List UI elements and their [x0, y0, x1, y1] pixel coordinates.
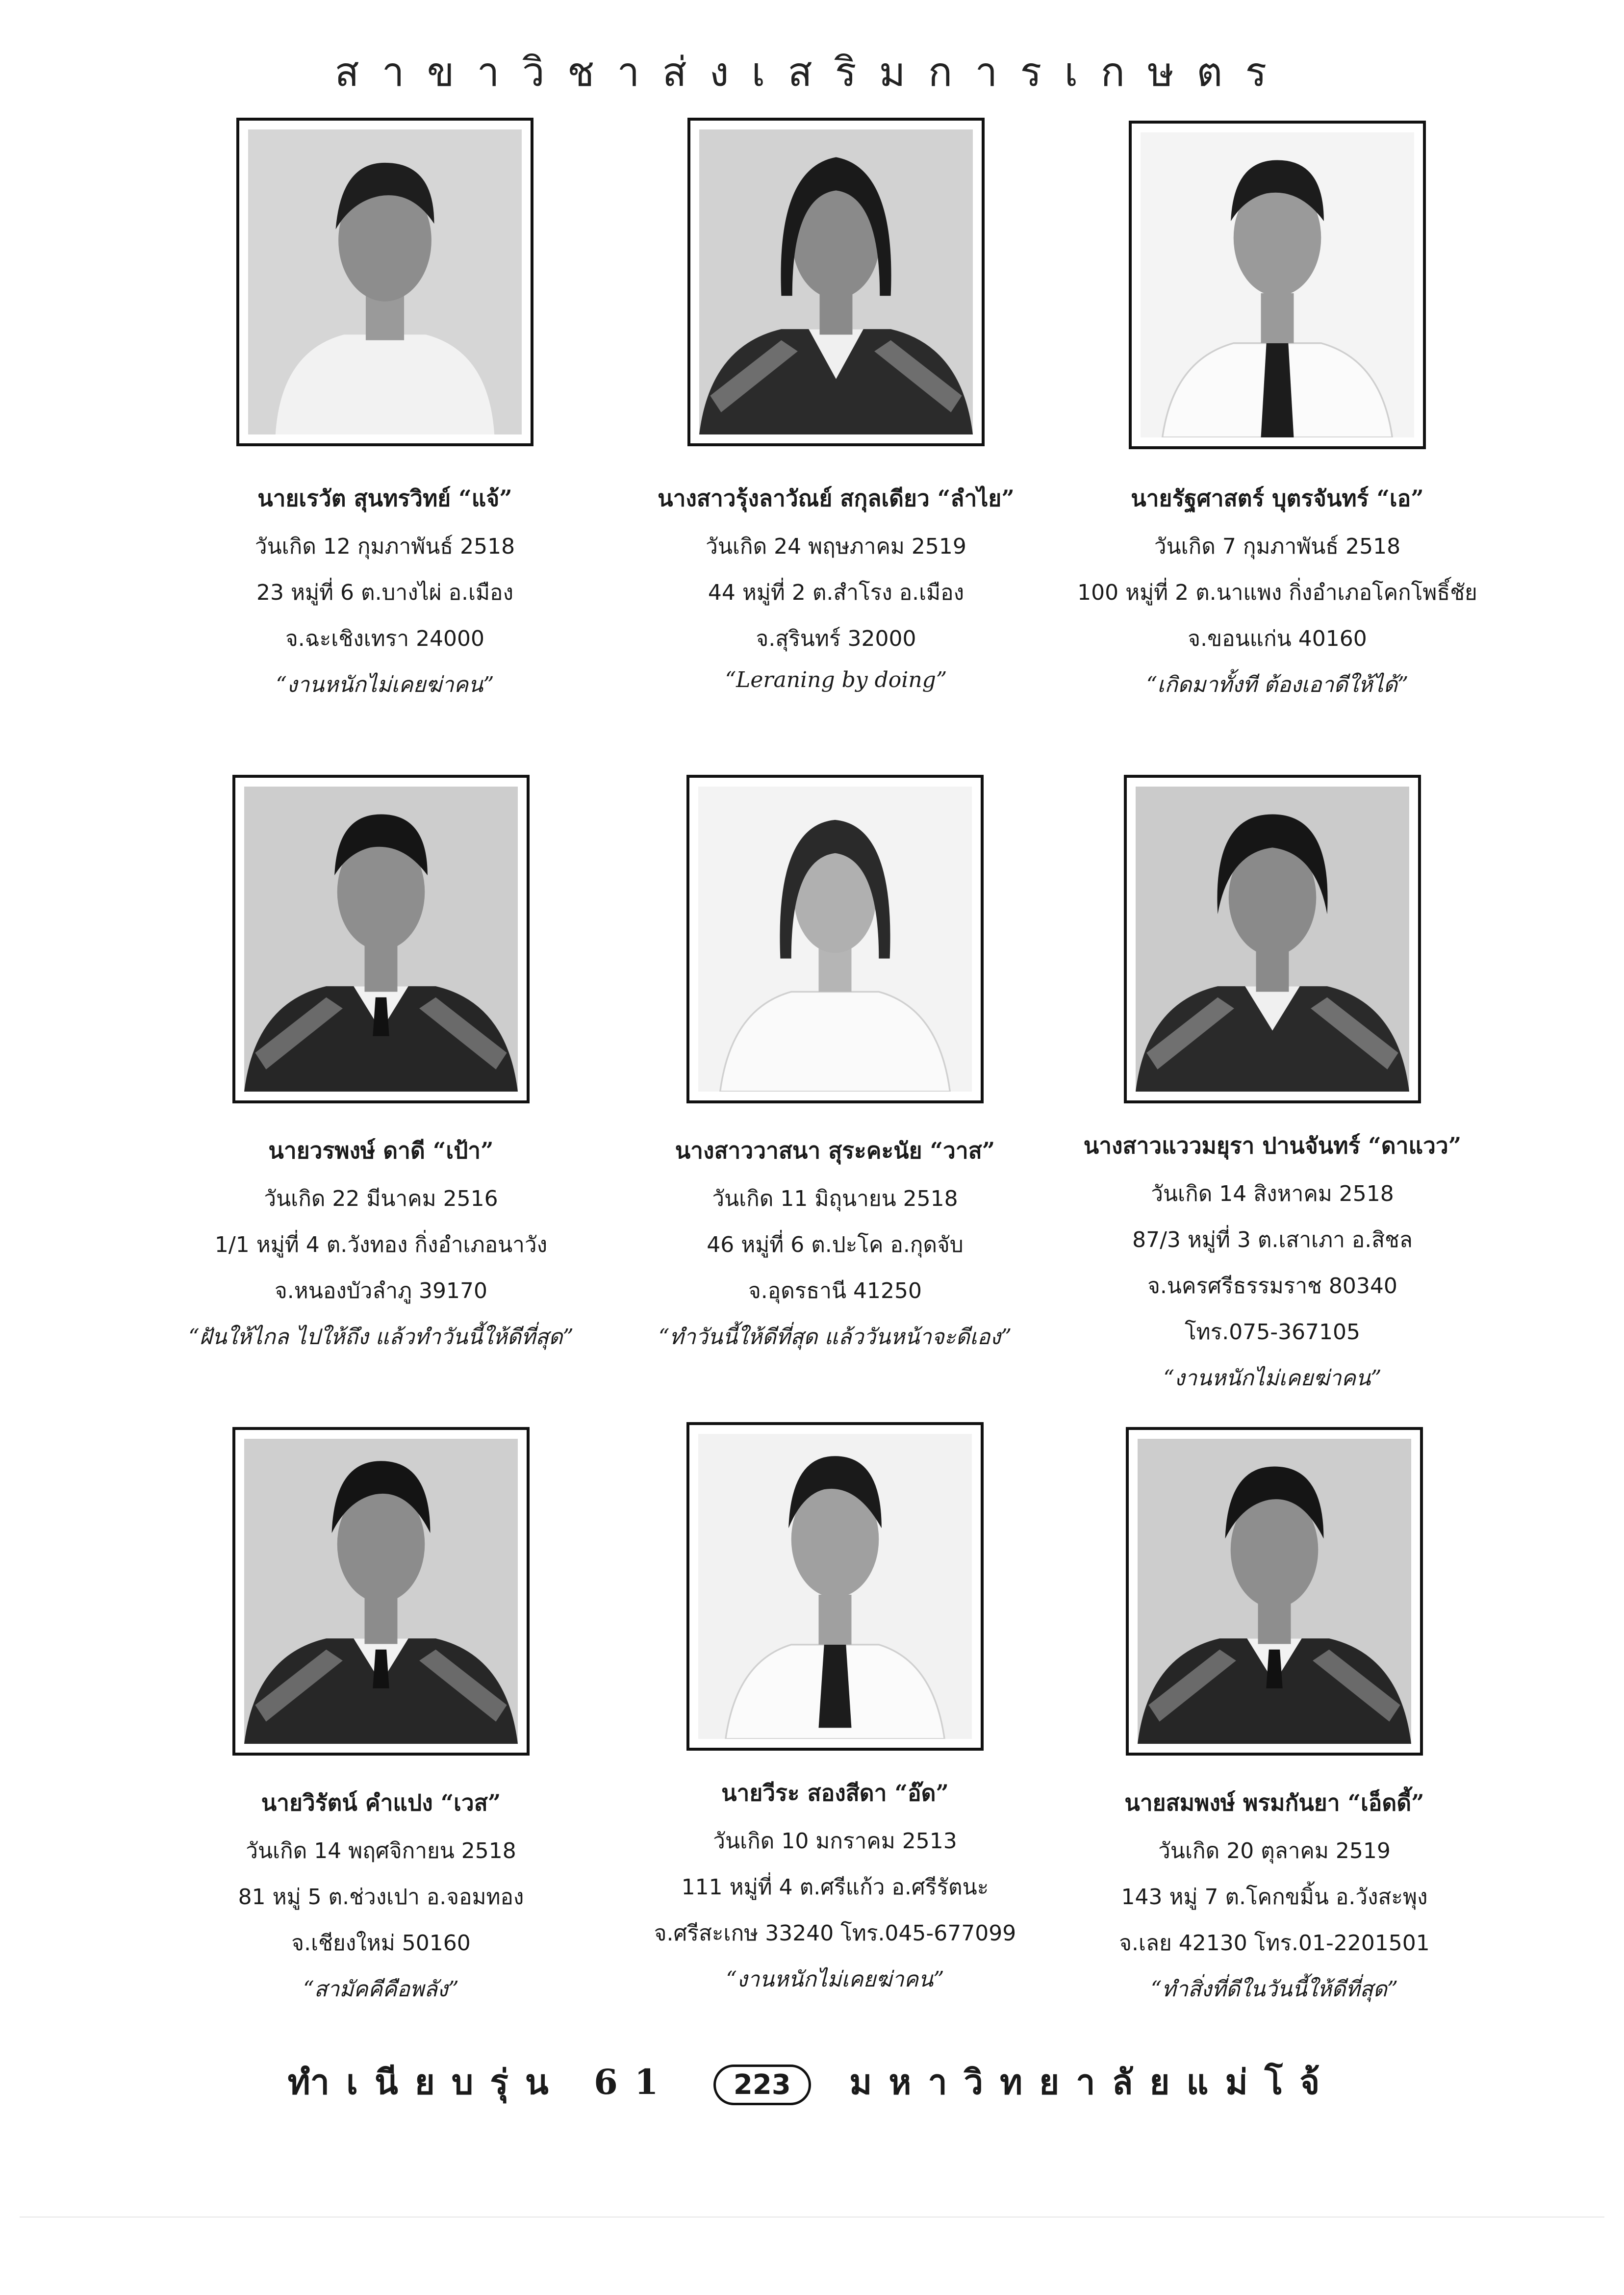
graduate-info	[134, 1133, 628, 1354]
address-line: 1/1 หมู่ที่ 4 ต.วังทอง กิ่งอำเภอนาวัง	[214, 1232, 548, 1257]
graduate-name: นายวิรัตน์ คำแปง “เวส”	[261, 1789, 501, 1816]
portrait-photo	[686, 1422, 984, 1751]
motto: “งานหนักไม่เคยฆ่าคน”	[1163, 1366, 1382, 1391]
phone-line: โทร.075-367105	[1184, 1320, 1361, 1345]
birth-date: วันเกิด 7 กุมภาพันธ์ 2518	[1154, 534, 1401, 559]
portrait-photo	[1129, 121, 1426, 449]
birth-date: วันเกิด 24 พฤษภาคม 2519	[706, 534, 966, 559]
portrait-photo	[686, 775, 984, 1103]
birth-date: วันเกิด 11 มิถุนายน 2518	[712, 1186, 958, 1211]
graduate-name: นายวีระ สองสีดา “อ๊ด”	[721, 1780, 949, 1806]
graduate-info	[588, 1775, 1082, 1996]
man-tie-icon	[698, 1434, 972, 1739]
motto: “ฝันให้ไกล ไปให้ถึง แล้วทำวันนี้ให้ดีที่สุด”	[188, 1325, 574, 1350]
address-line: 23 หมู่ที่ 6 ต.บางไผ่ อ.เมือง	[256, 580, 513, 605]
page-title: สาขาวิชาส่งเสริมการเกษตร	[334, 49, 1290, 96]
man-gown-icon	[244, 1439, 518, 1744]
province-line: จ.อุดรธานี 41250	[748, 1278, 922, 1303]
portrait-photo	[687, 118, 985, 446]
graduate-info	[1026, 1128, 1519, 1395]
graduate-info	[1028, 1785, 1521, 2006]
province-line: จ.เลย 42130 โทร.01-2201501	[1119, 1931, 1430, 1956]
bottom-rule	[20, 2217, 1604, 2218]
motto: “Leraning by doing”	[725, 667, 947, 692]
province-line: จ.ขอนแก่น 40160	[1188, 626, 1367, 651]
page-number: 223	[713, 2065, 811, 2105]
man-gown-icon	[244, 787, 518, 1092]
province-line: จ.เชียงใหม่ 50160	[291, 1931, 471, 1956]
graduate-info	[588, 1133, 1082, 1354]
motto: “ทำวันนี้ให้ดีที่สุด แล้ววันหน้าจะดีเอง”	[658, 1325, 1012, 1350]
address-line: 100 หมู่ที่ 2 ต.นาแพง กิ่งอำเภอโคกโพธิ์ชัย	[1077, 580, 1477, 605]
birth-date: วันเกิด 20 ตุลาคม 2519	[1158, 1838, 1391, 1863]
graduate-name: นางสาวแววมยุรา ปานจันทร์ “ดาแวว”	[1083, 1132, 1462, 1159]
birth-date: วันเกิด 12 กุมภาพันธ์ 2518	[254, 534, 515, 559]
birth-date: วันเกิด 22 มีนาคม 2516	[264, 1186, 498, 1211]
province-line: จ.ศรีสะเกษ 33240 โทร.045-677099	[654, 1921, 1016, 1946]
address-line: 111 หมู่ที่ 4 ต.ศรีแก้ว อ.ศรีรัตนะ	[681, 1875, 989, 1900]
birth-date: วันเกิด 10 มกราคม 2513	[713, 1829, 957, 1854]
graduate-name: นางสาววาสนา สุระคะนัย “วาส”	[675, 1137, 995, 1164]
woman-gown-icon	[1136, 787, 1409, 1092]
province-line: จ.สุรินทร์ 32000	[756, 626, 916, 651]
birth-date: วันเกิด 14 สิงหาคม 2518	[1151, 1181, 1394, 1206]
address-line: 81 หมู่ 5 ต.ช่วงเปา อ.จอมทอง	[238, 1885, 524, 1910]
portrait-photo	[236, 118, 533, 446]
woman-shirt-icon	[698, 787, 972, 1092]
motto: “สามัคคีคือพลัง”	[303, 1977, 459, 2002]
man-gown-icon	[1138, 1439, 1411, 1744]
footer-left: ทำเนียบรุ่น 61	[287, 2062, 675, 2102]
graduate-name: นางสาวรุ้งลาวัณย์ สกุลเดียว “ลำไย”	[658, 485, 1015, 511]
footer-right: มหาวิทยาลัยแม่โจ้	[849, 2062, 1337, 2102]
address-line: 87/3 หมู่ที่ 3 ต.เสาเภา อ.สิชล	[1132, 1227, 1413, 1252]
graduate-info	[134, 1785, 628, 2006]
portrait-photo	[232, 1427, 530, 1756]
graduate-info	[138, 481, 632, 702]
page-footer	[0, 2055, 1624, 2109]
man-shirt-icon	[248, 129, 522, 434]
motto: “ทำสิ่งที่ดีในวันนี้ให้ดีที่สุด”	[1150, 1977, 1398, 2002]
motto: “เกิดมาทั้งที ต้องเอาดีให้ได้”	[1146, 672, 1409, 697]
woman-gown-icon	[699, 129, 973, 434]
man-tie-icon	[1141, 132, 1414, 437]
address-line: 143 หมู่ 7 ต.โคกขมิ้น อ.วังสะพุง	[1121, 1885, 1428, 1910]
graduate-name: นายสมพงษ์ พรมกันยา “เอ็ดดี้”	[1124, 1789, 1424, 1816]
graduate-info	[1031, 481, 1524, 702]
province-line: จ.นครศรีธรรมราช 80340	[1147, 1274, 1397, 1299]
graduate-name: นายวรพงษ์ ดาดี “เป้า”	[268, 1137, 494, 1164]
motto: “งานหนักไม่เคยฆ่าคน”	[276, 672, 494, 697]
graduate-name: นายเรวัต สุนทรวิทย์ “แจ้”	[257, 485, 512, 511]
portrait-photo	[1126, 1427, 1423, 1756]
portrait-photo	[1124, 775, 1421, 1103]
motto: “งานหนักไม่เคยฆ่าคน”	[726, 1967, 944, 1992]
province-line: จ.ฉะเชิงเทรา 24000	[285, 626, 485, 651]
province-line: จ.หนองบัวลำภู 39170	[274, 1278, 488, 1303]
address-line: 44 หมู่ที่ 2 ต.สำโรง อ.เมือง	[708, 580, 964, 605]
portrait-photo	[232, 775, 530, 1103]
graduate-info	[589, 481, 1083, 692]
birth-date: วันเกิด 14 พฤศจิกายน 2518	[246, 1838, 516, 1863]
graduate-name: นายรัฐศาสตร์ บุตรจันทร์ “เอ”	[1131, 485, 1424, 511]
address-line: 46 หมู่ที่ 6 ต.ปะโค อ.กุดจับ	[707, 1232, 964, 1257]
